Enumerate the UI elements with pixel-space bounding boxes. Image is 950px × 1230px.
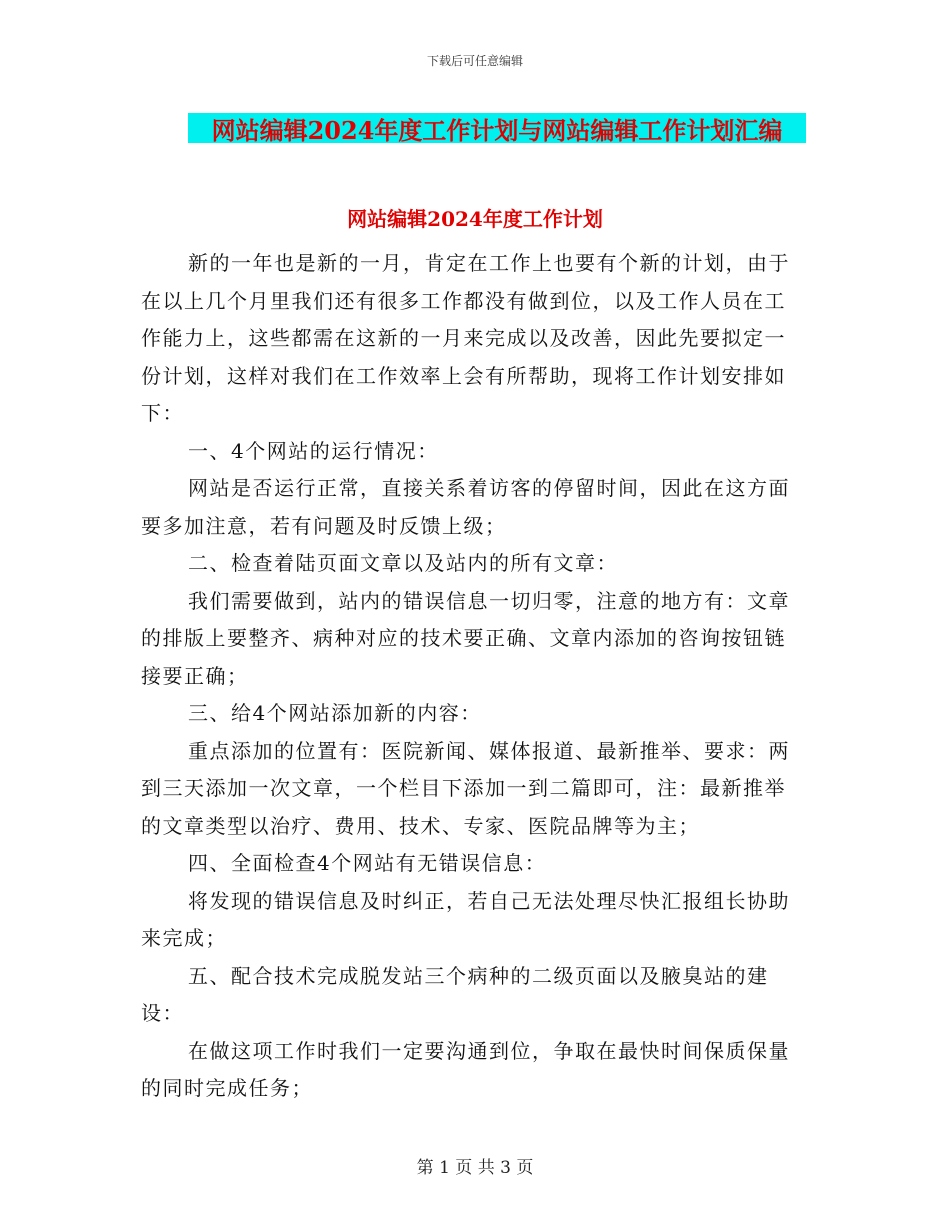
paragraph: 网站是否运行正常，直接关系着访客的停留时间，因此在这方面要多加注意，若有问题及时反馈上级； (141, 476, 790, 538)
paragraph: 在做这项工作时我们一定要沟通到位，争取在最快时间保质保量的同时完成任务； (141, 1038, 790, 1100)
document-body (141, 245, 795, 1108)
sub-title: 网站编辑2024年度工作计划 (347, 207, 603, 231)
page-number: 第 1 页 共 3 页 (416, 1158, 534, 1178)
section-heading: 二、检查着陆页面文章以及站内的所有文章： (188, 551, 618, 575)
section-heading: 三、给4个网站添加新的内容： (188, 701, 482, 725)
paragraph: 重点添加的位置有：医院新闻、媒体报道、最新推举、要求：两到三天添加一次文章，一个栏目下添加一到二篇即可，注：最新推举的文章类型以治疗、费用、技术、专家、医院品牌等为主； (141, 738, 790, 838)
paragraph: 我们需要做到，站内的错误信息一切归零，注意的地方有：文章的排版上要整齐、病种对应的技术要正确、文章内添加的咨询按钮链接要正确； (141, 588, 790, 688)
main-title: 网站编辑2024年度工作计划与网站编辑工作计划汇编 (211, 116, 783, 145)
paragraph: 新的一年也是新的一月，肯定在工作上也要有个新的计划，由于在以上几个月里我们还有很多工作都没有做到位，以及工作人员在工作能力上，这些都需在这新的一月来完成以及改善，因此先要拟定一份计划，这样对我们在工作效率上会有所帮助，现将工作计划安排如下： (141, 251, 790, 425)
section-heading: 一、4个网站的运行情况： (188, 438, 439, 463)
header-note: 下载后可任意编辑 (426, 54, 523, 68)
section-heading: 五、配合技术完成脱发站三个病种的二级页面以及腋臭站的建设： (141, 963, 769, 1025)
paragraph: 将发现的错误信息及时纠正，若自己无法处理尽快汇报组长协助来完成； (141, 888, 790, 950)
section-heading: 四、全面检查4个网站有无错误信息： (188, 851, 547, 875)
